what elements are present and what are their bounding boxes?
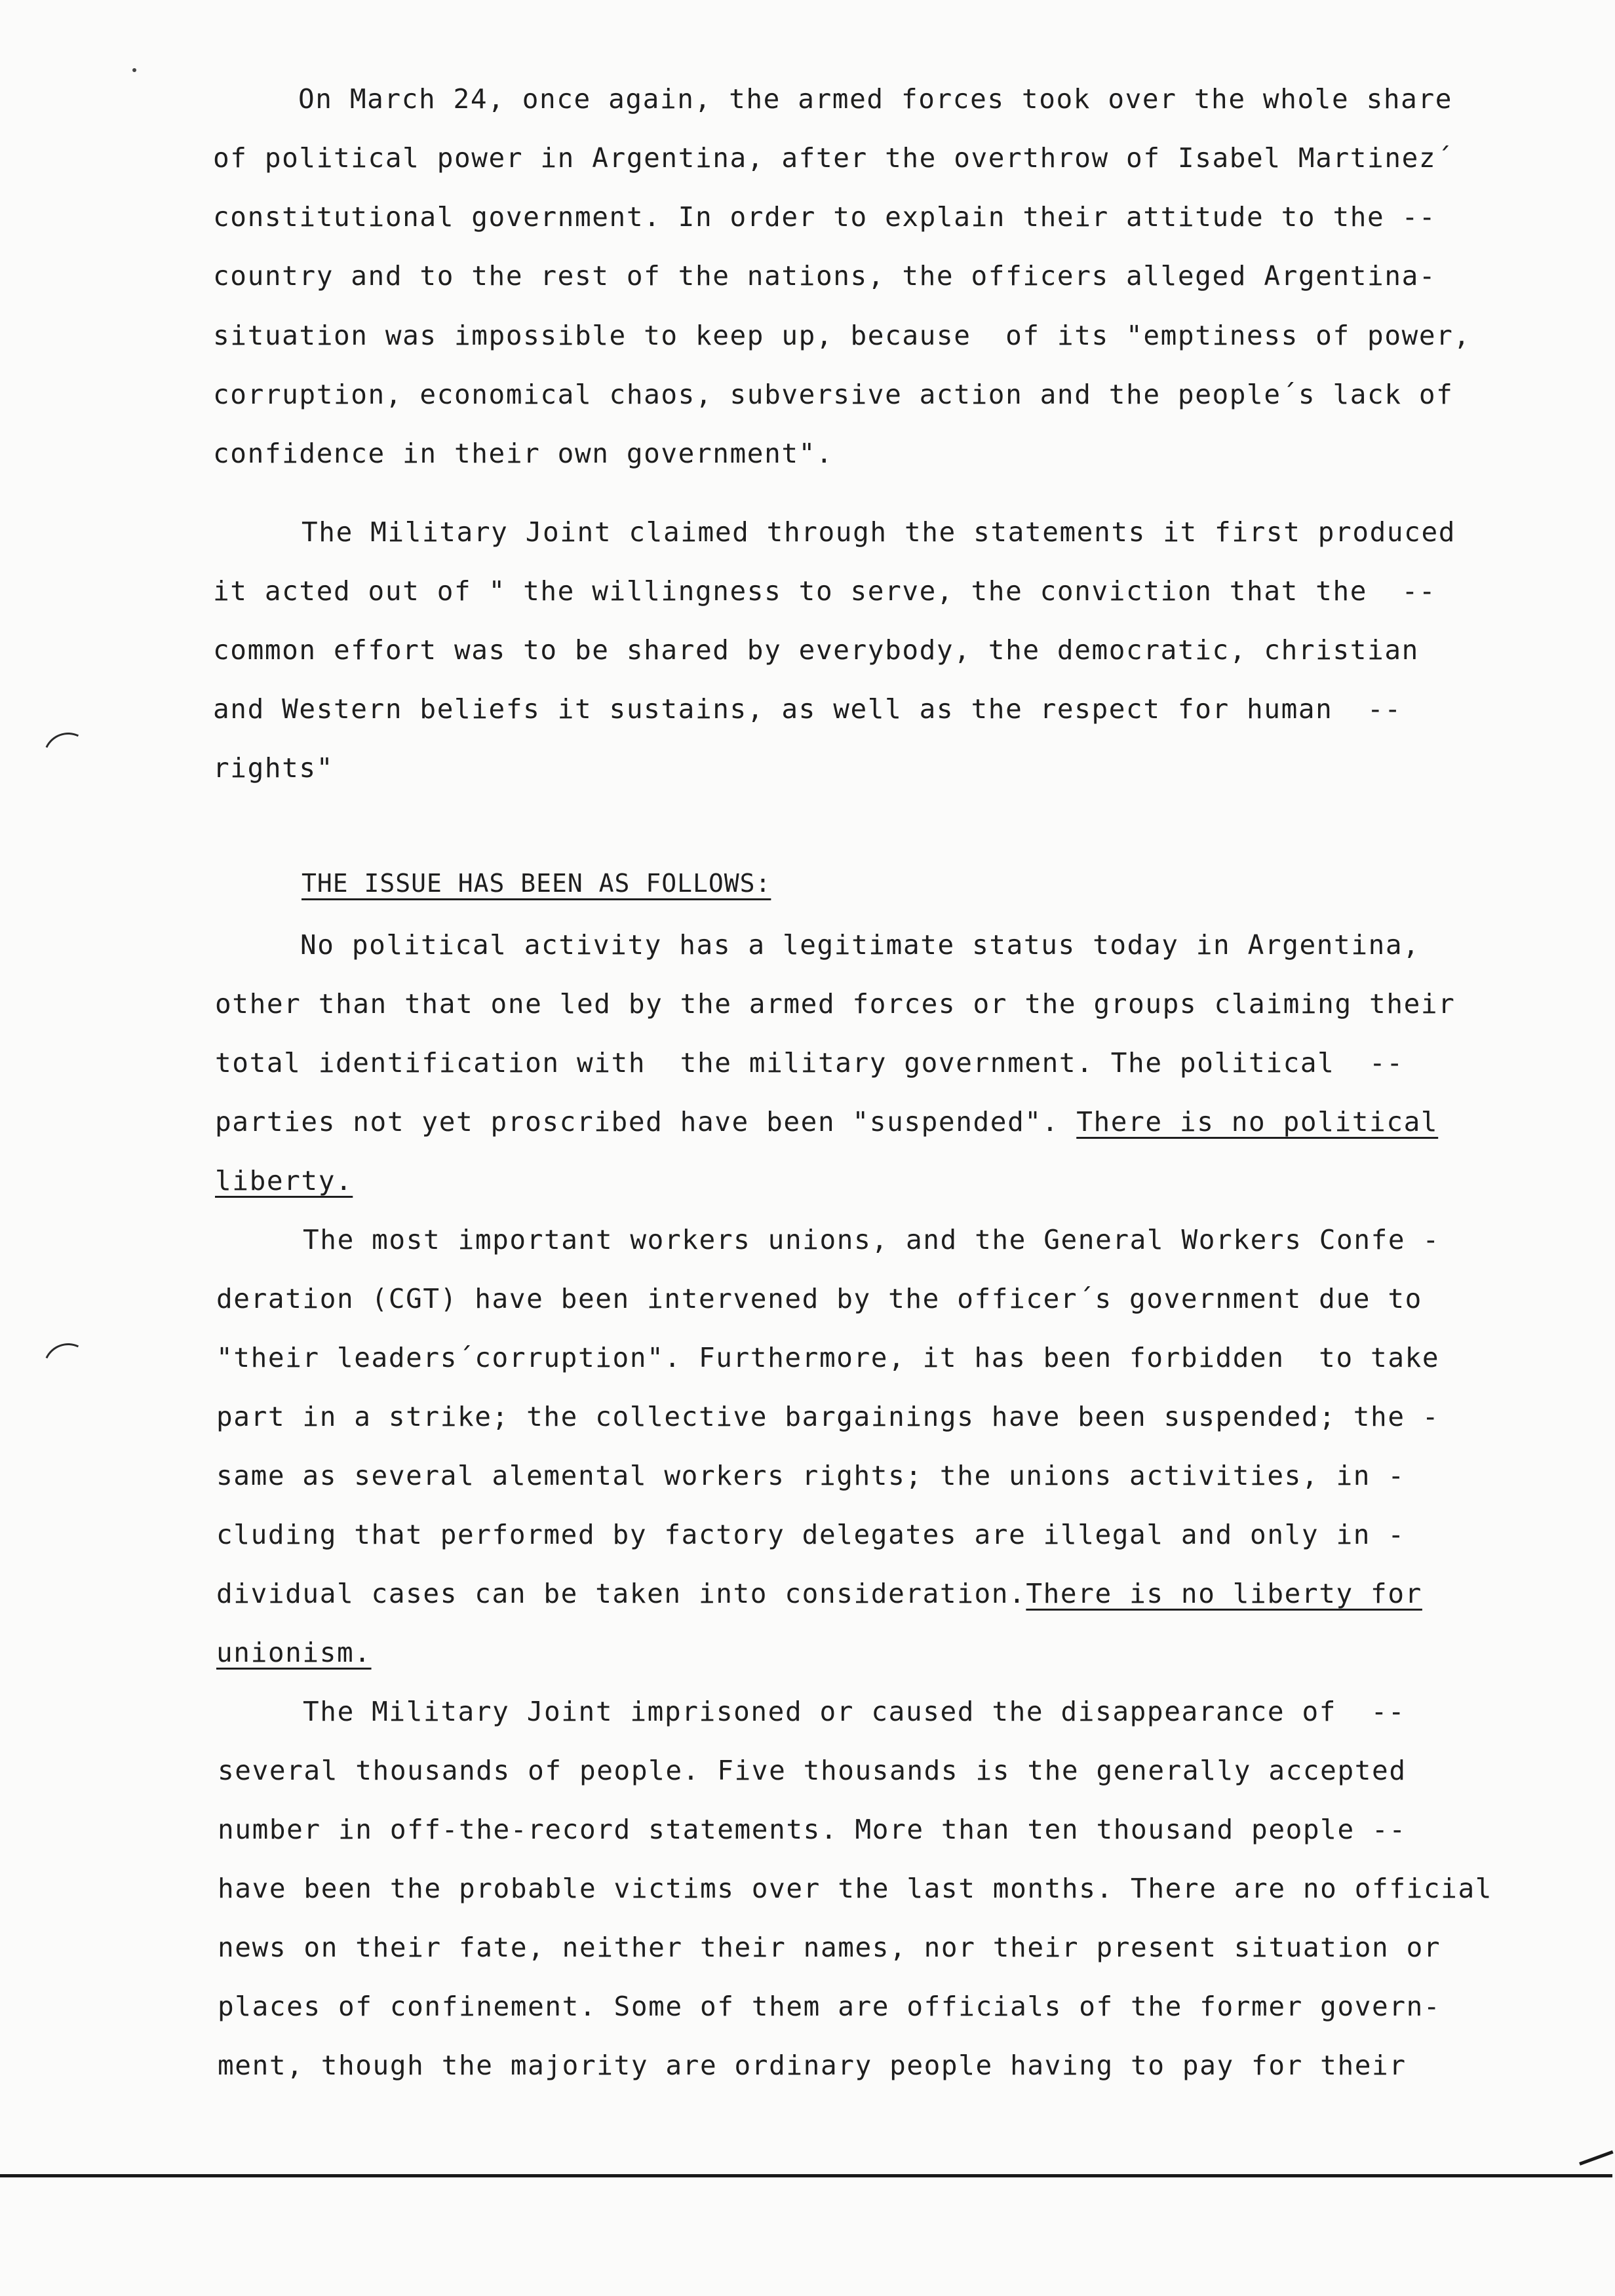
paragraph-1-line-3: constitutional government. In order to explain their attitude to the -- — [213, 201, 1437, 233]
paragraph-4-line-8: unionism. — [216, 1637, 372, 1668]
paragraph-4-line-7-text: dividual cases can be taken into consideration. — [216, 1578, 1026, 1609]
paragraph-5-line-6: places of confinement. Some of them are officials of the former govern- — [218, 1991, 1441, 2022]
paragraph-3-line-1: No political activity has a legitimate status today in Argentina, — [300, 929, 1420, 961]
paragraph-2-line-1: The Military Joint claimed through the statements it first produced — [302, 516, 1456, 548]
paragraph-1-line-4: country and to the rest of the nations, the officers alleged Argentina- — [213, 260, 1437, 292]
paragraph-4-line-4: part in a strike; the collective bargainings have been suspended; the - — [216, 1401, 1440, 1432]
binder-hole-mark-bottom — [36, 1336, 100, 1400]
paragraph-4-line-2: deration (CGT) have been intervened by the officer´s government due to — [216, 1283, 1422, 1314]
paragraph-4-line-7 — [216, 1578, 1422, 1609]
bottom-rule-tail — [1579, 2151, 1613, 2166]
paragraph-5-line-3: number in off-the-record statements. More than ten thousand people -- — [218, 1814, 1407, 1845]
paragraph-1-line-6: corruption, economical chaos, subversive action and the people´s lack of — [213, 379, 1454, 410]
paragraph-2-line-2: it acted out of " the willingness to serve, the conviction that the -- — [213, 575, 1437, 607]
binder-hole-mark-top — [36, 725, 100, 789]
section-heading: THE ISSUE HAS BEEN AS FOLLOWS: — [302, 869, 771, 898]
paragraph-3-line-2: other than that one led by the armed forces or the groups claiming their — [215, 988, 1456, 1020]
bottom-rule — [0, 2174, 1612, 2177]
paragraph-1-line-7: confidence in their own government". — [213, 438, 834, 469]
paragraph-4-line-5: same as several alemental workers rights; the unions activities, in - — [216, 1460, 1405, 1491]
paragraph-1-line-1: On March 24, once again, the armed forces took over the whole share — [298, 83, 1453, 115]
paragraph-5-line-2: several thousands of people. Five thousands is the generally accepted — [218, 1755, 1407, 1786]
paragraph-2-line-4: and Western beliefs it sustains, as well as the respect for human -- — [213, 693, 1402, 725]
paragraph-5-line-5: news on their fate, neither their names, nor their present situation or — [218, 1932, 1441, 1963]
no-liberty-for-unionism-underlined: There is no liberty for — [1026, 1578, 1422, 1609]
paragraph-5-line-4: have been the probable victims over the last months. There are no official — [218, 1873, 1493, 1904]
paragraph-3-line-4 — [215, 1106, 1438, 1138]
paragraph-4-line-3: "their leaders´corruption". Furthermore, it has been forbidden to take — [216, 1342, 1440, 1373]
paragraph-2-line-5: rights" — [213, 752, 334, 784]
paragraph-1-line-2: of political power in Argentina, after the overthrow of Isabel Martinez´ — [213, 142, 1454, 174]
paragraph-4-line-1: The most important workers unions, and the General Workers Confe - — [303, 1224, 1440, 1255]
paragraph-3-line-5: liberty. — [215, 1165, 353, 1196]
ink-speck — [132, 68, 136, 72]
paragraph-5-line-1: The Military Joint imprisoned or caused the disappearance of -- — [303, 1696, 1406, 1727]
paragraph-3-line-4-text: parties not yet proscribed have been "suspended". — [215, 1106, 1077, 1138]
paragraph-1-line-5: situation was impossible to keep up, because of its "emptiness of power, — [213, 320, 1471, 351]
paragraph-5-line-7: ment, though the majority are ordinary people having to pay for their — [218, 2050, 1407, 2081]
no-political-liberty-underlined: There is no political — [1076, 1106, 1439, 1138]
paragraph-2-line-3: common effort was to be shared by everybody, the democratic, christian — [213, 634, 1419, 666]
paragraph-3-line-3: total identification with the military government. The political -- — [215, 1047, 1404, 1079]
paragraph-4-line-6: cluding that performed by factory delegates are illegal and only in - — [216, 1519, 1405, 1550]
